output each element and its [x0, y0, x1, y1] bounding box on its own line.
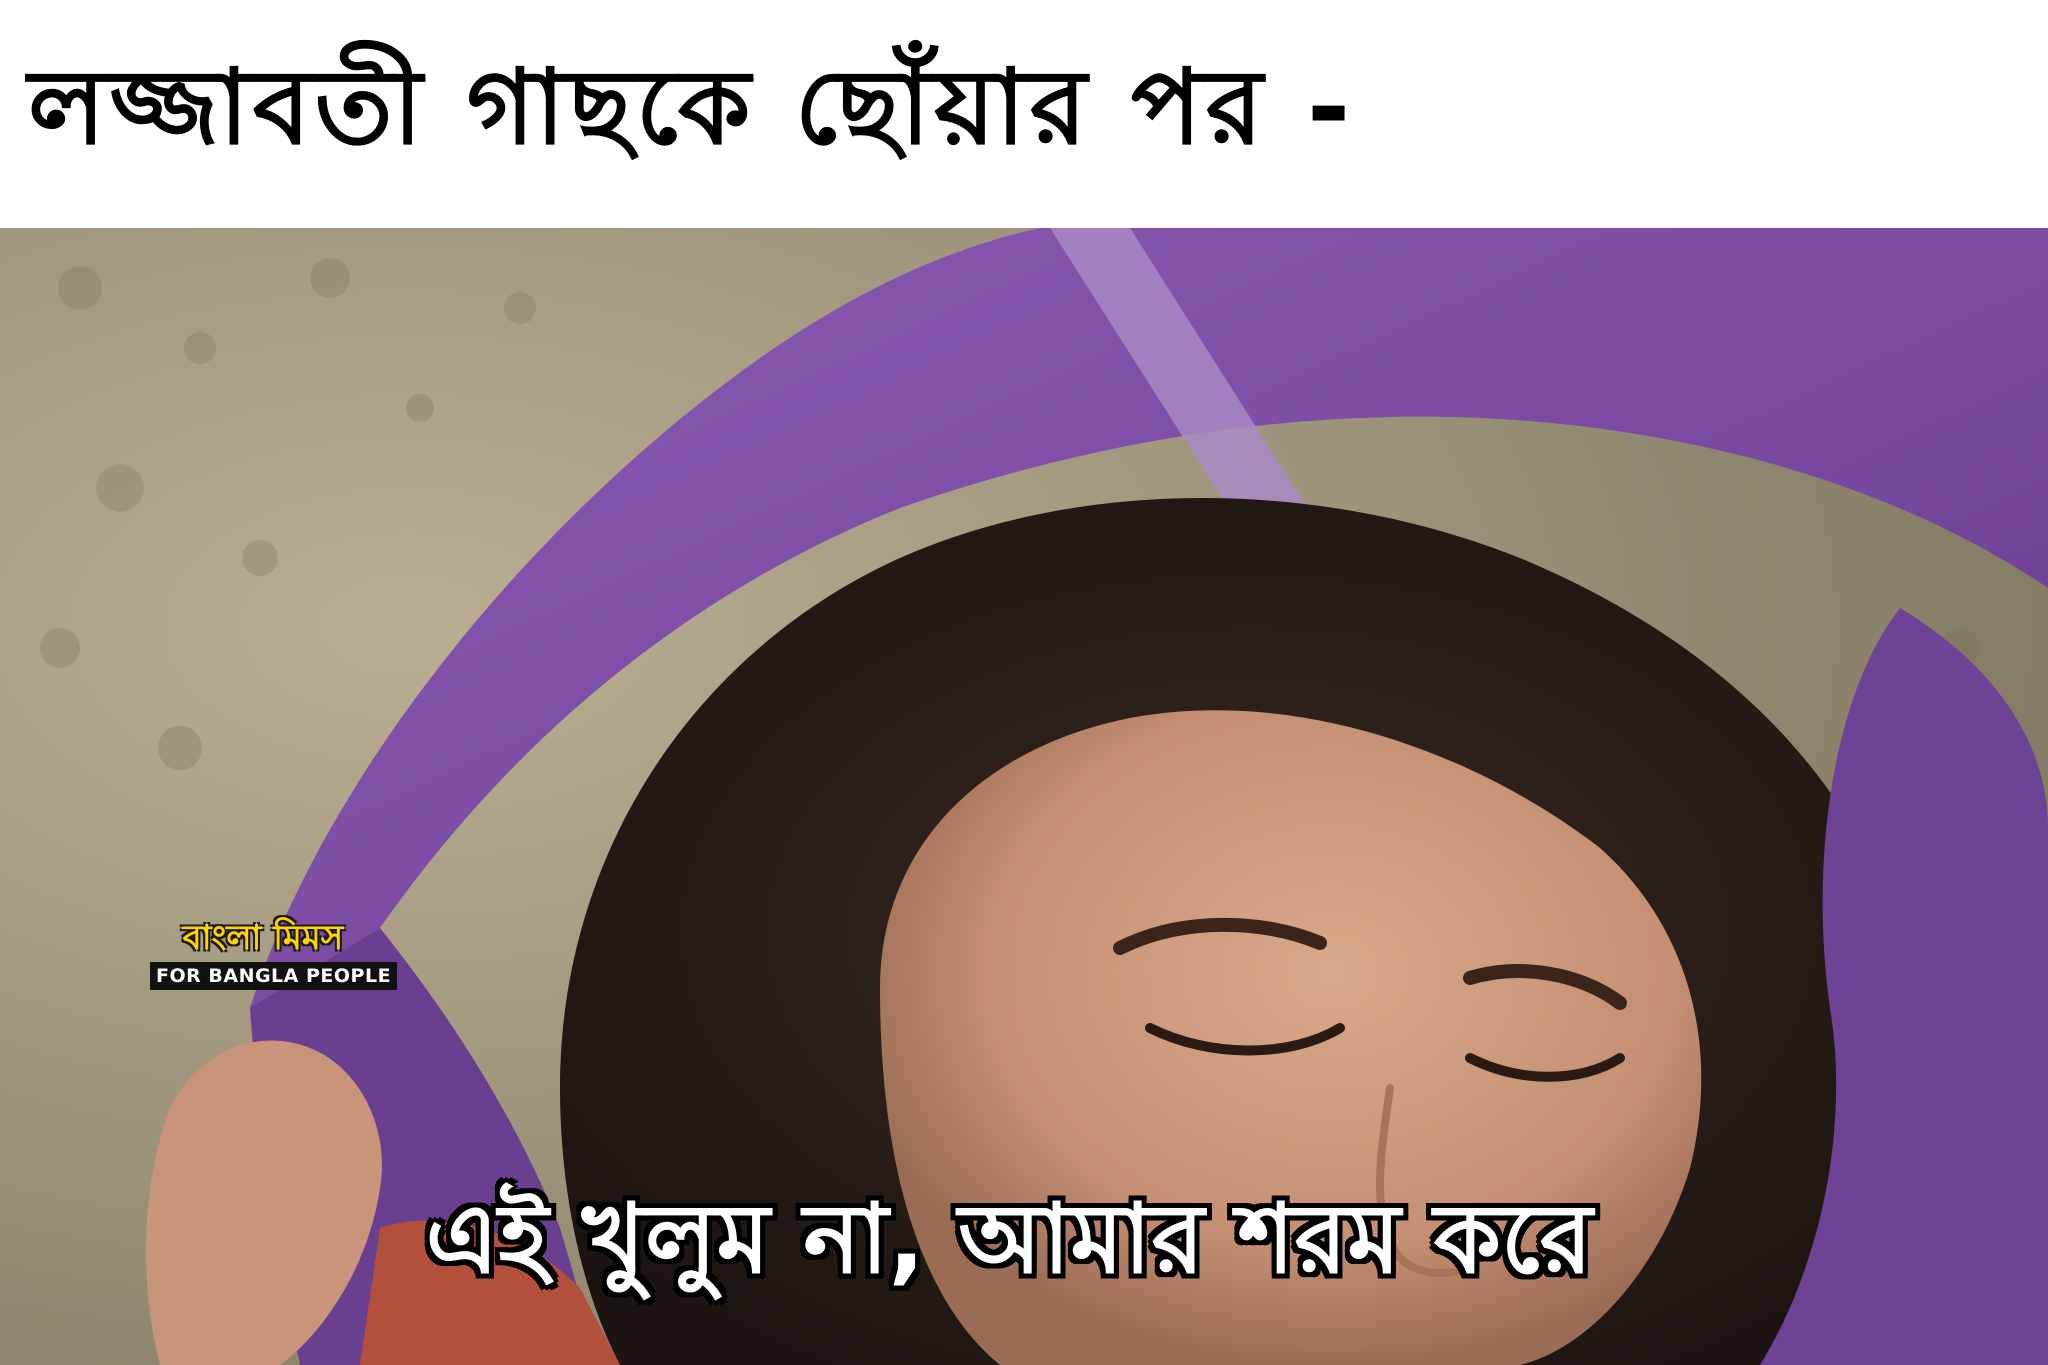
watermark-title: বাংলা মিমস — [182, 918, 344, 958]
top-caption-bar — [0, 0, 2048, 228]
subtitle-caption: এই খুলুম না, আমার শরম করে — [425, 1183, 1593, 1295]
watermark-logo — [150, 918, 392, 990]
top-caption-text: লজ্জাবতী গাছকে ছোঁয়ার পর - — [28, 46, 1355, 168]
watermark-subtitle: FOR BANGLA PEOPLE — [150, 962, 397, 990]
